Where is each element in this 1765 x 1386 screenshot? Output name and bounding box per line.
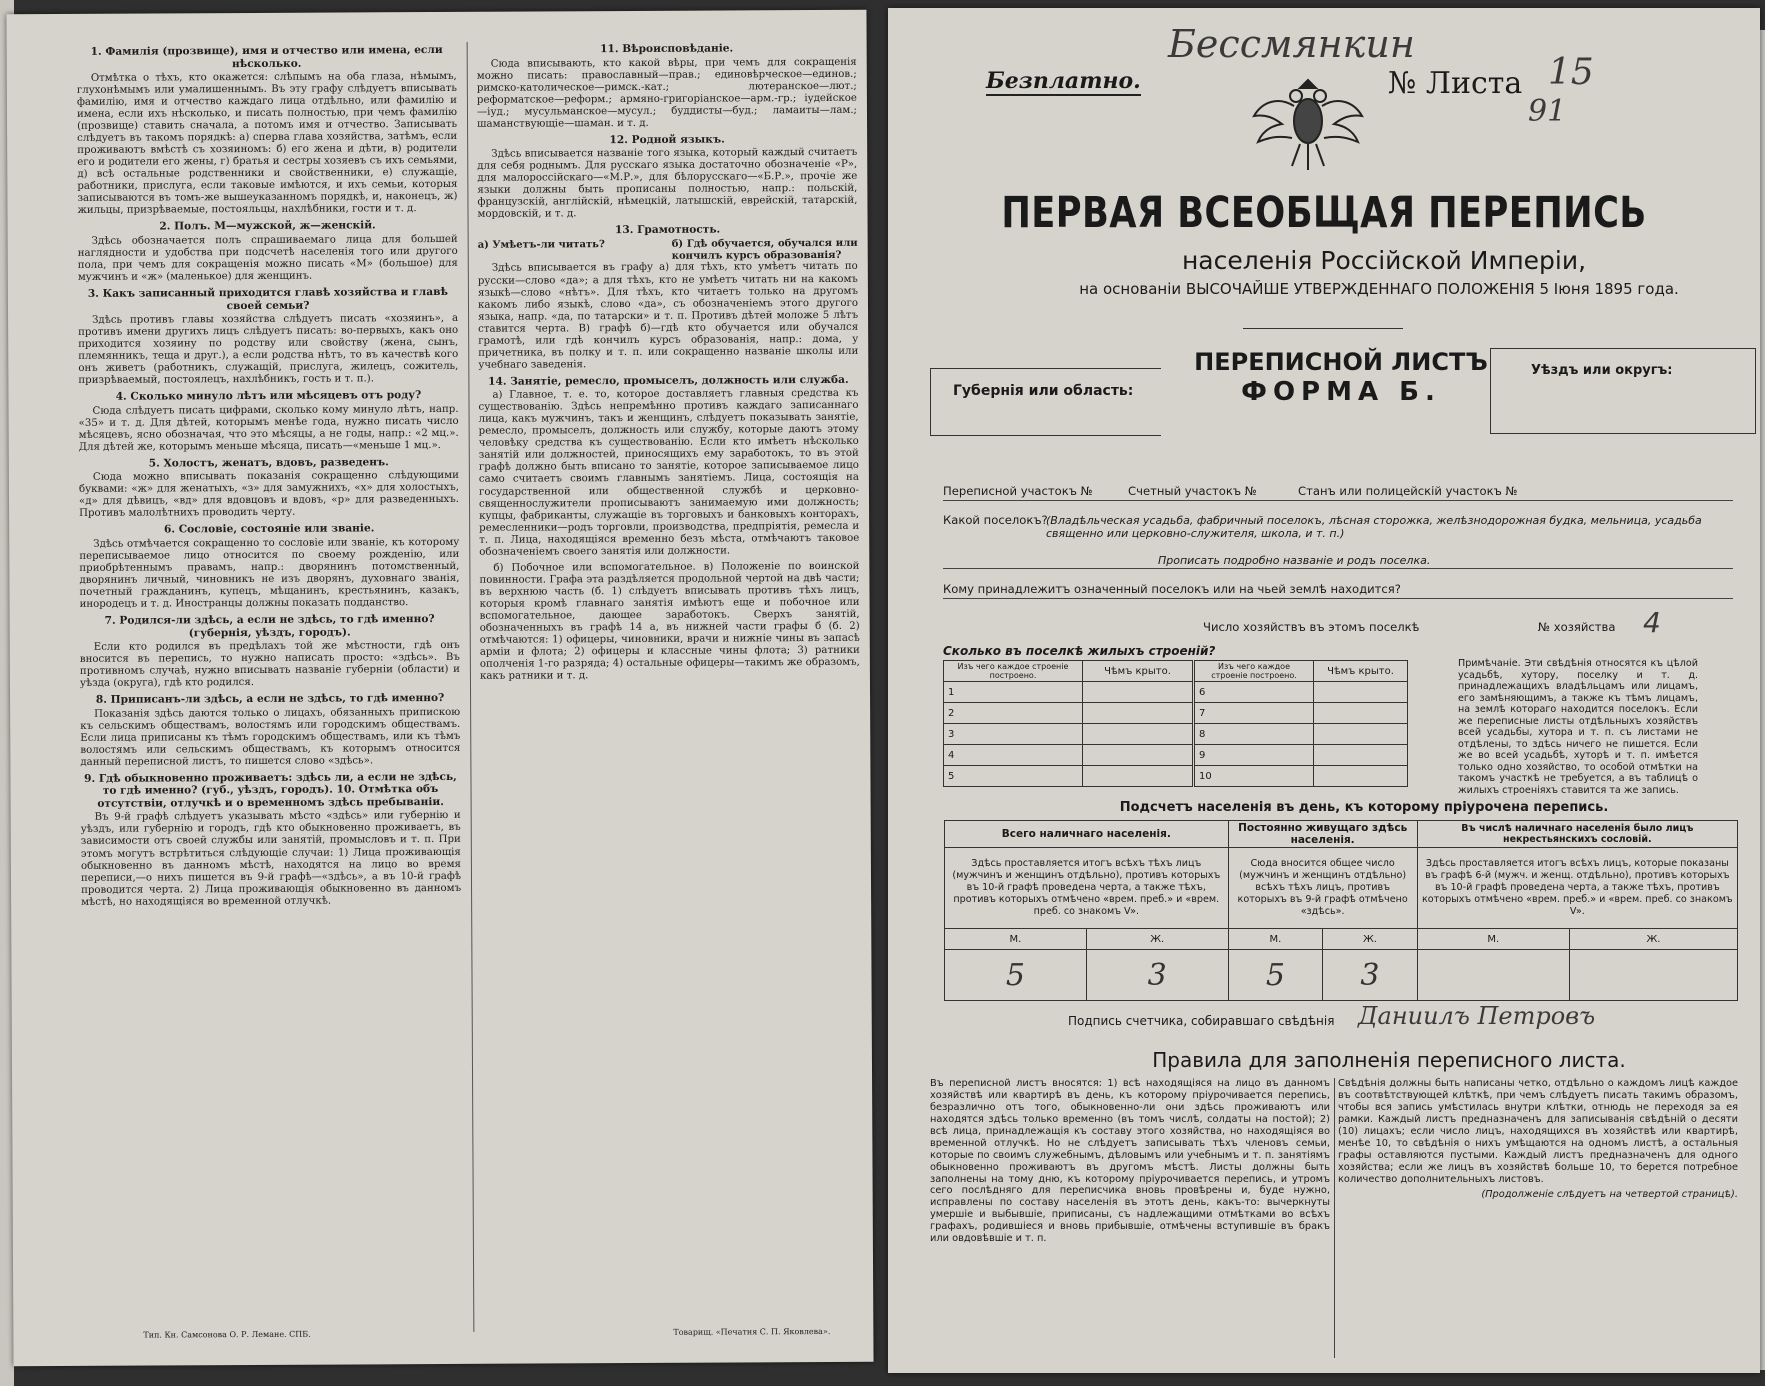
instruction-text: Показанія здѣсь даются только о лицахъ, обязанныхъ припискою къ сельскимъ обществамъ, волостямъ или городскимъ обществамъ. Если лица приписаны къ тѣмъ городскимъ обществамъ, или къ тѣмъ волостямъ или сельскимъ обществамъ, къ которымъ относится данный переписной листъ, то пишется слово «здѣсь». [80, 706, 461, 768]
uezd-field[interactable]: Уѣздъ или округъ: [1490, 348, 1756, 434]
sheet-number-label: № Листа [1388, 66, 1523, 101]
instructions-column-1 [77, 42, 462, 913]
imperial-eagle-emblem [1248, 66, 1368, 176]
instruction-text: б) Побочное или вспомогательное. в) Положеніе по воинской повинности. Графа эта раздѣляется продольной чертой на двѣ части; въ верхнюю часть (б. 1) слѣдуетъ вписывать противъ тѣхъ лицъ, которыя кромѣ главнаго занятія имѣютъ еще и побочное или вспомогательное, дающее заработокъ. Сверхъ занятій, обозначенныхъ въ графѣ 14 а, въ нижней части графы б (б. 2) отмѣчаются: 1) офицеры, чиновники, врачи и нижніе чины въ запасѣ арміи и флота; 2) офицеры и классные чины флота; 3) ратники ополченія 1-го разряда; 4) остальные офицеры—такимъ же образомъ, какъ ратники и т. д. [479, 560, 860, 682]
buildings-note: Примѣчаніе. Эти свѣдѣнія относятся къ цѣлой усадьбѣ, хутору, поселку и т. д. принадлежащихъ владѣльцамъ или лицамъ, его замѣняющимъ, а также къ тѣмъ лицамъ, на землѣ котораго находится поселокъ. Если же переписные листы отдѣльныхъ хозяйствъ всей усадьбы, хутора и т. п. съ листами не отдѣлены, то здѣсь ничего не пишется. Если же во всей усадьбѣ, хуторѣ и т. п. имѣется только одно хозяйство, то особой отмѣтки на такомъ участкѣ не требуется, а въ таблицѣ о жилыхъ строеніяхъ ставится та же запись. [1458, 658, 1698, 796]
instruction-text: Сюда можно вписывать показанія сокращенно слѣдующими буквами: «ж» для женатыхъ, «з» для замужнихъ, «х» для холостыхъ, «д» для дѣвицъ, «вд» для вдовцовъ и вдовъ, «р» для разведенныхъ. Противъ малолѣтнихъ проводить черту. [78, 470, 460, 520]
count-total-male: 5 [945, 950, 1087, 1001]
district-label: Переписной участокъ № [943, 484, 1093, 498]
free-label: Безплатно. [986, 68, 1141, 94]
province-field[interactable]: Губернія или область: [930, 368, 1161, 436]
instruction-heading: 2. Полъ. М—мужской, ж—женскій. [159, 219, 376, 233]
instruction-section [478, 374, 859, 559]
handwritten-annotation: Бессмянкин [1168, 22, 1415, 66]
instruction-text: Если кто родился въ предѣлахъ той же мѣстности, гдѣ онъ вносится въ перепись, то нужно написать просто: «здѣсь». Въ противномъ случаѣ, нужно вписывать названіе губерніи (области) и уѣзда (округа), гдѣ кто родился. [79, 640, 460, 690]
sheet-number-value-2: 91 [1528, 94, 1567, 129]
households-label: Число хозяйствъ въ этомъ поселкѣ [1203, 620, 1420, 634]
form-subtitle: ФОРМА Б. [1241, 376, 1441, 407]
household-number-value: 4 [1643, 606, 1661, 639]
instruction-section [79, 456, 459, 521]
instruction-text: Сюда вписывають, кто какой вѣры, при чемъ для сокращенія можно писать: православный—прав.; единовѣрческое—единов.; римско-католическое—римск.-кат.; лютеранское—лют.; реформатское—реформ.; армяно-григоріанское—арм.-гр.; іудейское—іуд.; мусульманское—мусул.; буддисты—буд.; ламаиты—лам.; шаманствующіе—шаман. и т. д. [476, 56, 858, 130]
document-subtitle: населенія Россійской Имперіи, [1181, 246, 1587, 275]
instruction-section [80, 613, 460, 690]
instruction-heading: 3. Какъ записанный приходится главѣ хозяйства и главѣ своей семьи? [87, 285, 448, 312]
divider [1243, 328, 1403, 329]
count-head-permanent: Постоянно живущаго здѣсь населенія. [1228, 821, 1417, 848]
table-row: 8 [1195, 724, 1408, 745]
legal-basis: на основаніи ВЫСОЧАЙШЕ УТВЕРЖДЕННАГО ПОЛОЖЕНІЯ 5 Іюня 1895 года. [1079, 280, 1679, 298]
signature: Даниилъ Петровъ [1358, 1002, 1596, 1030]
instruction-section [477, 42, 857, 131]
buildings-table-2: Изъ чего каждое строеніе построено. Чѣмъ крыто. 6 7 8 9 10 [1194, 660, 1408, 787]
settlement-label: Какой поселокъ? [943, 513, 1048, 527]
count-head-total: Всего наличнаго населенія. [945, 821, 1229, 848]
instruction-text: Здѣсь вписывается въ графу а) для тѣхъ, кто умѣетъ читать по русски—слово «да»; а для тѣхъ, кто не умѣетъ читать ни на какомъ языкѣ—слово «нѣтъ». Для тѣхъ, кто читаетъ только на другомъ какомъ либо языкѣ, слово «да», съ обозначеніемъ этого другого языка, напр. «да, по татарски» и т. п. Противъ дѣтей моложе 5 лѣтъ ставится черта. В) графѣ б)—гдѣ кто обучается или обучался грамотѣ, или гдѣ кончилъ курсъ образованія, напр.: дома, у причетника, въ полку и т. п. или сокращенно названіе школы или учебнаго заведенія. [477, 261, 859, 371]
instruction-heading: 8. Приписанъ-ли здѣсь, а если не здѣсь, то гдѣ именно? [95, 692, 445, 707]
instruction-section [80, 692, 460, 769]
buildings-table-1: Изъ чего каждое строеніе построено. Чѣмъ крыто. 1 2 3 4 5 [943, 660, 1193, 787]
instruction-heading: 13. Грамотность. [614, 223, 721, 237]
header-box [930, 348, 1756, 460]
police-district-label: Станъ или полицейскій участокъ № [1298, 484, 1518, 498]
instruction-heading: 12. Родной языкъ. [609, 133, 725, 146]
instruction-heading: 7. Родился-ли здѣсь, а если не здѣсь, то гдѣ именно? (губернія, уѣздъ, городъ). [104, 613, 435, 639]
instruction-section [77, 44, 458, 217]
form-title: ПЕРЕПИСНОЙ ЛИСТЪ ФОРМА Б. [1166, 348, 1516, 408]
instruction-heading: 11. Вѣроисповѣданіе. [600, 42, 734, 56]
instruction-subheading: а) Умѣетъ-ли читать? [477, 239, 605, 251]
population-count-table: Всего наличнаго населенія. Постоянно живущаго здѣсь населенія. Въ числѣ наличнаго населенія было лицъ некрестьянскихъ сословій. Здѣсь проставляется итогъ всѣхъ тѣхъ лицъ (мужчинъ и женщинъ отдѣльно), противъ которыхъ въ 10-й графѣ проведена черта, а также тѣхъ, противъ которыхъ отмѣчено «врем. преб.» и «врем. преб. со знакомъ V». Сюда вносится общее число (мужчинъ и женщинъ отдѣльно) всѣхъ тѣхъ лицъ, противъ которыхъ въ 9-й графѣ отмѣчено «здѣсь». Здѣсь проставляется итогъ всѣхъ лицъ, которые показаны въ графѣ 6-й (мужч. и женщ. отдѣльно), противъ которыхъ въ 10-й графѣ проведена черта, а также тѣхъ, противъ которыхъ отмѣчено «врем. преб.» и «врем. преб. со знакомъ V». М. Ж. М. Ж. М. Ж. 5 3 5 3 [944, 820, 1738, 1001]
table-row: 4 [944, 745, 1193, 766]
settlement-hint-2: Прописать подробно названіе и родъ поселка. [1158, 554, 1431, 567]
count-noncrestyan-male [1417, 950, 1569, 1001]
instruction-subheading: б) Гдѣ обучается, обучался или кончилъ курсъ образованія? [671, 237, 858, 262]
count-permanent-male: 5 [1228, 950, 1323, 1001]
owner-label: Кому принадлежитъ означенный поселокъ или на чьей землѣ находится? [943, 582, 1401, 596]
table-row: 1 [944, 682, 1193, 703]
instruction-text: Сюда слѣдуетъ писать цифрами, сколько кому минуло лѣтъ, напр. «35» и т. д. Для дѣтей, которымъ менѣе года, нужно писать число мѣсяцевъ, ясно обозначая, что это мѣсяцы, а не годы, напр.: «2 мц.». Для дѣтей же, которымъ меньше мѣсяца, писать—«меньше 1 мц.». [78, 403, 459, 453]
table-row: 3 [944, 724, 1193, 745]
instruction-heading: 14. Занятіе, ремесло, промыселъ, должность или служба. [488, 373, 849, 388]
instruction-section [78, 286, 459, 387]
printer-imprint: Тип. Кн. Самсонова О. Р. Лемане. СПБ. [143, 1329, 311, 1340]
count-noncrestyan-female [1569, 950, 1737, 1001]
instruction-section [80, 771, 461, 909]
instruction-section [477, 132, 857, 221]
right-page-census-form [888, 8, 1760, 1373]
table-row: 2 [944, 703, 1193, 724]
instruction-section [78, 389, 458, 454]
signature-label: Подпись счетчика, собиравшаго свѣдѣнія [1068, 1014, 1335, 1028]
instruction-text: Здѣсь обозначается полъ спрашиваемаго лица для большей наглядности и удобства при подсчетѣ населенія того или другого пола, при чемъ для сокращенія можно писать «М» (большое) для мужчинъ и «ж» (маленькое) для женщинъ. [77, 233, 458, 283]
table-row: 6 [1195, 682, 1408, 703]
count-total-female: 3 [1086, 950, 1228, 1001]
instruction-section [78, 219, 458, 284]
instruction-text: Здѣсь противъ главы хозяйства слѣдуетъ писать «хозяинъ», а противъ имени другихъ лицъ слѣдуетъ писать: во-первыхъ, какъ оно приходится хозяину по родству или свойству (жена, сынъ, племянникъ, теща и друг.), а если родства нѣтъ, то въ качествѣ кого онъ живетъ (работникъ, служащій, прислуга, жилецъ, сожитель, призрѣваемый, постоялецъ, нахлѣбникъ, гость и т. п.). [78, 312, 459, 387]
table-row: 9 [1195, 745, 1408, 766]
instructions-column-2 [477, 40, 860, 687]
instruction-heading: 4. Сколько минуло лѣтъ или мѣсяцевъ отъ роду? [115, 389, 422, 403]
document-title: ПЕРВАЯ ВСЕОБЩАЯ ПЕРЕПИСЬ [1001, 188, 1647, 238]
count-head-noncrestyan: Въ числѣ наличнаго населенія было лицъ некрестьянскихъ сословій. [1417, 821, 1737, 848]
instruction-section [478, 223, 859, 371]
instruction-text: Въ 9-й графѣ слѣдуетъ указывать мѣсто «здѣсь» или губернію и уѣздъ, или губернію и городъ, гдѣ кто обыкновенно проживаетъ, въ зависимости отъ своей службы или занятій, промысловъ и т. п. При этомъ могутъ встрѣтиться слѣдующіе случаи: 1) Лица проживающія обыкновенно въ данномъ мѣстѣ, находятся на лицо во время переписи,—о нихъ пишется въ 9-й графѣ—«здѣсь», а въ 10-й графѣ проводится черта. 2) Лица проживающія обыкновенно въ данномъ мѣстѣ, но находящіяся во временной отлучкѣ. [80, 810, 462, 908]
instruction-heading: 9. Гдѣ обыкновенно проживаетъ: здѣсь ли, а если не здѣсь, то гдѣ именно? (губ., уѣздъ, городъ). 10. Отмѣтка объ отсутствіи, отлучкѣ и о временномъ здѣсь пребываніи. [84, 770, 457, 810]
rules-continued: (Продолженіе слѣдуетъ на четвертой страницѣ). [1481, 1189, 1738, 1201]
instruction-heading: 5. Холостъ, женатъ, вдовъ, разведенъ. [148, 456, 389, 470]
buildings-label: Сколько въ поселкѣ жилыхъ строеній? [943, 644, 1216, 658]
count-district-label: Счетный участокъ № [1128, 484, 1257, 498]
printer-imprint-2: Товарищ. «Печатня С. П. Яковлева». [673, 1326, 831, 1337]
table-row: 7 [1195, 703, 1408, 724]
instruction-heading: 6. Сословіе, состояніе или званіе. [163, 522, 375, 536]
instruction-section [479, 560, 860, 682]
instruction-text: Здѣсь вписывается названіе того языка, который каждый считаетъ для себя роднымъ. Для русскаго языка достаточно обозначеніе «Р», для малороссійскаго—«М.Р.», для бѣлорусскаго—«Б.Р.», прочіе же языки должны быть прописаны полностью, напр.: польскій, французскій, англійскій, нѣмецкій, латышскій, еврейскій, татарскій, мордовскій, и т. д. [477, 146, 858, 221]
column-divider [467, 42, 475, 1332]
count-permanent-female: 3 [1323, 950, 1418, 1001]
instruction-section [79, 522, 459, 611]
table-row: 10 [1195, 766, 1408, 787]
instruction-text: Здѣсь отмѣчается сокращенно то сословіе или званіе, къ которому переписываемое лицо относится по своему рожденію, или приобрѣтеннымъ правамъ, напр.: дворянинъ потомственный, дворянинъ личный, чиновникъ не изъ дворянъ, духовнаго званія, почетный гражданинъ, купецъ, мѣщанинъ, крестьянинъ, казакъ, инородецъ и т. д. Иностранцы должны показать подданство. [79, 536, 460, 610]
rules-title: Правила для заполненія переписного листа. [1152, 1048, 1626, 1072]
left-page-instructions [6, 10, 873, 1366]
population-count-title: Подсчетъ населенія въ день, къ которому пріурочена перепись. [1119, 800, 1609, 815]
table-row: 5 [944, 766, 1193, 787]
settlement-hint: (Владѣльческая усадьба, фабричный поселокъ, лѣсная сторожка, желѣзнодорожная будка, мельница, усадьба священно или церковно-служителя, школа, и т. п.) [1046, 514, 1702, 540]
sheet-number-value: 15 [1548, 52, 1594, 93]
rules-column-2: Свѣдѣнія должны быть написаны четко, отдѣльно о каждомъ лицѣ каждое въ соотвѣтствующей клѣткѣ, при чемъ слѣдуетъ писать такимъ образомъ, чтобы вся запись умѣстилась внутри клѣтки, отнюдь не переходя за ея рамки. Каждый листъ предназначенъ для записыванія свѣдѣній о десяти (10) лицахъ; если число лицъ, находящихся въ хозяйствѣ или квартирѣ, менѣе 10, то свѣдѣнія о нихъ умѣщаются на одномъ листѣ, а остальныя графы оставляются пустыми. Каждый листъ предназначенъ для одного хозяйства; если же лицъ въ хозяйствѣ больше 10, то берется потребное количество дополнительныхъ листовъ. (Продолженіе слѣдуетъ на четвертой страницѣ). [1338, 1078, 1738, 1201]
instruction-text: а) Главное, т. е. то, которое доставляетъ главныя средства къ существованію. Здѣсь непремѣнно противъ каждаго записаннаго лица, какъ мужчинъ, такъ и женщинъ, слѣдуетъ показывать занятіе, ремесло, промыселъ, должность или службу, которые даютъ этому человѣку средства къ существованію. Если кто имѣетъ нѣсколько занятій или должностей, приносящихъ ему заработокъ, то въ этой графѣ должно быть вписано то занятіе, которое записываемое лицо само считаетъ своимъ главнымъ занятіемъ. Лица, состоящія на государственной или общественной службѣ и церковно-священнослужители прописываютъ занимаемую ими должность; купцы, фабриканты, служащіе въ торговыхъ и банковыхъ конторахъ, ремесленники—родъ торговли, производства, предпріятія, ремесла и т. п. Лица, находящіяся временно безъ мѣста, отмѣчаютъ таковое обозначеніемъ своего занятія или должности. [478, 388, 860, 558]
household-number-label: № хозяйства [1538, 620, 1616, 634]
instruction-heading: 1. Фамилія (прозвище), имя и отчество или имена, если нѣсколько. [90, 43, 443, 70]
rules-column-1: Въ переписной листъ вносятся: 1) всѣ находящіяся на лицо въ данномъ хозяйствѣ или квартирѣ въ день, къ которому пріурочивается перепись, безразлично отъ того, обыкновенно-ли они здѣсь проживаютъ или находятся здѣсь только временно (въ томъ числѣ, солдаты на постой); 2) всѣ лица, принадлежащія къ составу этого хозяйства, но находящіяся во временной отлучкѣ. Но не слѣдуетъ записывать тѣхъ членовъ семьи, которые по своимъ служебнымъ, дѣловымъ или учебнымъ и т. п. занятіямъ обыкновенно проживаютъ въ другомъ мѣстѣ. Листы должны быть заполнены на тому дню, къ которому пріурочивается перепись, и утромъ сего послѣдняго для переписчика вновь провѣрены и, буде нужно, исправлены по составу населенія въ этотъ день, какъ-то: вычеркнуты умершіе и выбывшіе, приписаны, съ надлежащими отмѣтками во всѣхъ графахъ, родившіеся и вновь прибывшіе, отмѣчены вступившіе въ бракъ или овдовѣвшіе и т. п. [930, 1078, 1330, 1245]
instruction-text: Отмѣтка о тѣхъ, кто окажется: слѣпымъ на оба глаза, нѣмымъ, глухонѣмымъ или умалишеннымъ. Въ эту графу слѣдуетъ вписывать фамилію, имя и отчество каждаго лица отдѣльно, или фамилію и имена, если ихъ нѣсколько, и писать полностью, при чемъ фамилію (прозвище) ставить сначала, а потомъ имя и отчество. Записывать слѣдуетъ въ такомъ порядкѣ: а) сперва глава хозяйства, затѣмъ, если проживаютъ вмѣстѣ съ хозяиномъ: б) его жена и дѣти, в) родители его и родители его жены, г) братья и сестры хозяевъ съ ихъ семьями, д) всѣ остальные родственники и свойственники, е) служащіе, работники, прислуга, если таковые имѣются, и ихъ семьи, которыя записываются въ томъ-же вышеуказанномъ порядкѣ, и, наконецъ, ж) жильцы, призрѣваемые, постояльцы, нахлѣбники, гости и т. д. [76, 70, 458, 217]
